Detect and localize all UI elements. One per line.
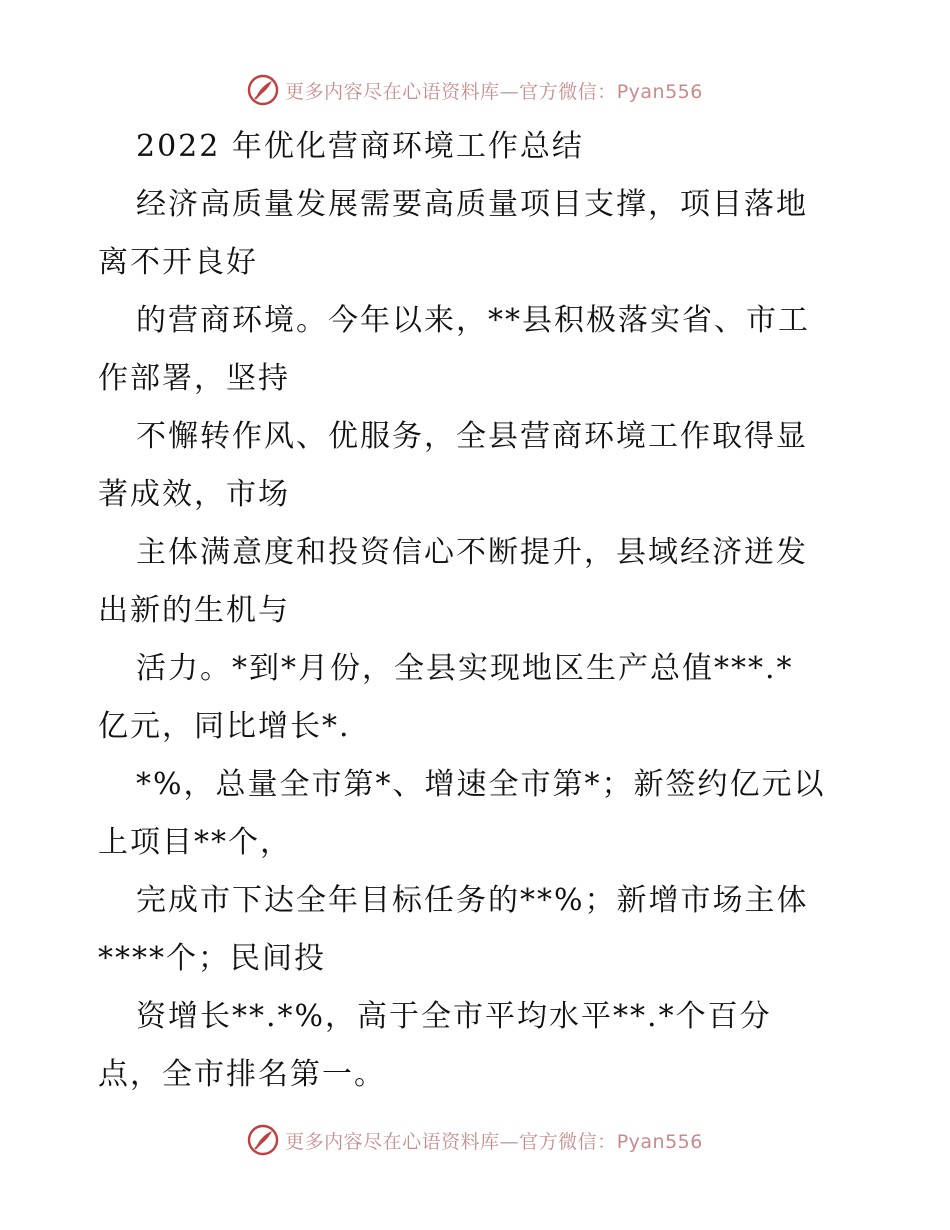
feather-pen-logo-icon (247, 1124, 279, 1156)
watermark-separator: — (499, 1130, 520, 1153)
watermark-main-text: 更多内容尽在心语资料库 (285, 1130, 500, 1153)
paragraph-line: 作部署，坚持 (98, 361, 290, 396)
paragraph-line: 经济高质量发展需要高质量项目支撑，项目落地 (136, 187, 808, 222)
paragraph-line: 上项目**个， (98, 825, 292, 860)
paragraph-line: 著成效，市场 (98, 477, 290, 512)
paragraph-line: 不懈转作风、优服务，全县营商环境工作取得显 (136, 419, 808, 454)
paragraph-line: 离不开良好 (98, 245, 258, 280)
document-body (98, 118, 858, 1104)
watermark-text (285, 77, 703, 104)
document-title: 2022 年优化营商环境工作总结 (136, 129, 584, 164)
paragraph-line: 点，全市排名第一。 (98, 1057, 386, 1092)
watermark-official-label: 官方微信： (519, 80, 617, 103)
watermark-separator: — (499, 80, 520, 103)
watermark-wechat-id: Pyan556 (616, 80, 703, 103)
paragraph-line: 活力。*到*月份，全县实现地区生产总值***.* (136, 651, 794, 686)
watermark-banner-bottom (0, 1120, 950, 1160)
watermark-banner-top (0, 70, 950, 110)
watermark-wechat-id: Pyan556 (616, 1130, 703, 1153)
watermark-main-text: 更多内容尽在心语资料库 (285, 80, 500, 103)
paragraph-line: *%，总量全市第*、增速全市第*；新签约亿元以 (136, 767, 826, 802)
paragraph-line: ****个；民间投 (98, 941, 326, 976)
paragraph-line: 主体满意度和投资信心不断提升，县域经济迸发 (136, 535, 808, 570)
watermark-text (285, 1127, 703, 1154)
paragraph-line: 完成市下达全年目标任务的**%；新增市场主体 (136, 883, 809, 918)
paragraph-line: 资增长**.*%，高于全市平均水平**.*个百分 (136, 999, 772, 1034)
paragraph-line: 亿元，同比增长*. (98, 709, 351, 744)
feather-pen-logo-icon (247, 74, 279, 106)
paragraph-line: 出新的生机与 (98, 593, 290, 628)
paragraph-line: 的营商环境。今年以来，**县积极落实省、市工 (136, 303, 810, 338)
watermark-official-label: 官方微信： (519, 1130, 617, 1153)
